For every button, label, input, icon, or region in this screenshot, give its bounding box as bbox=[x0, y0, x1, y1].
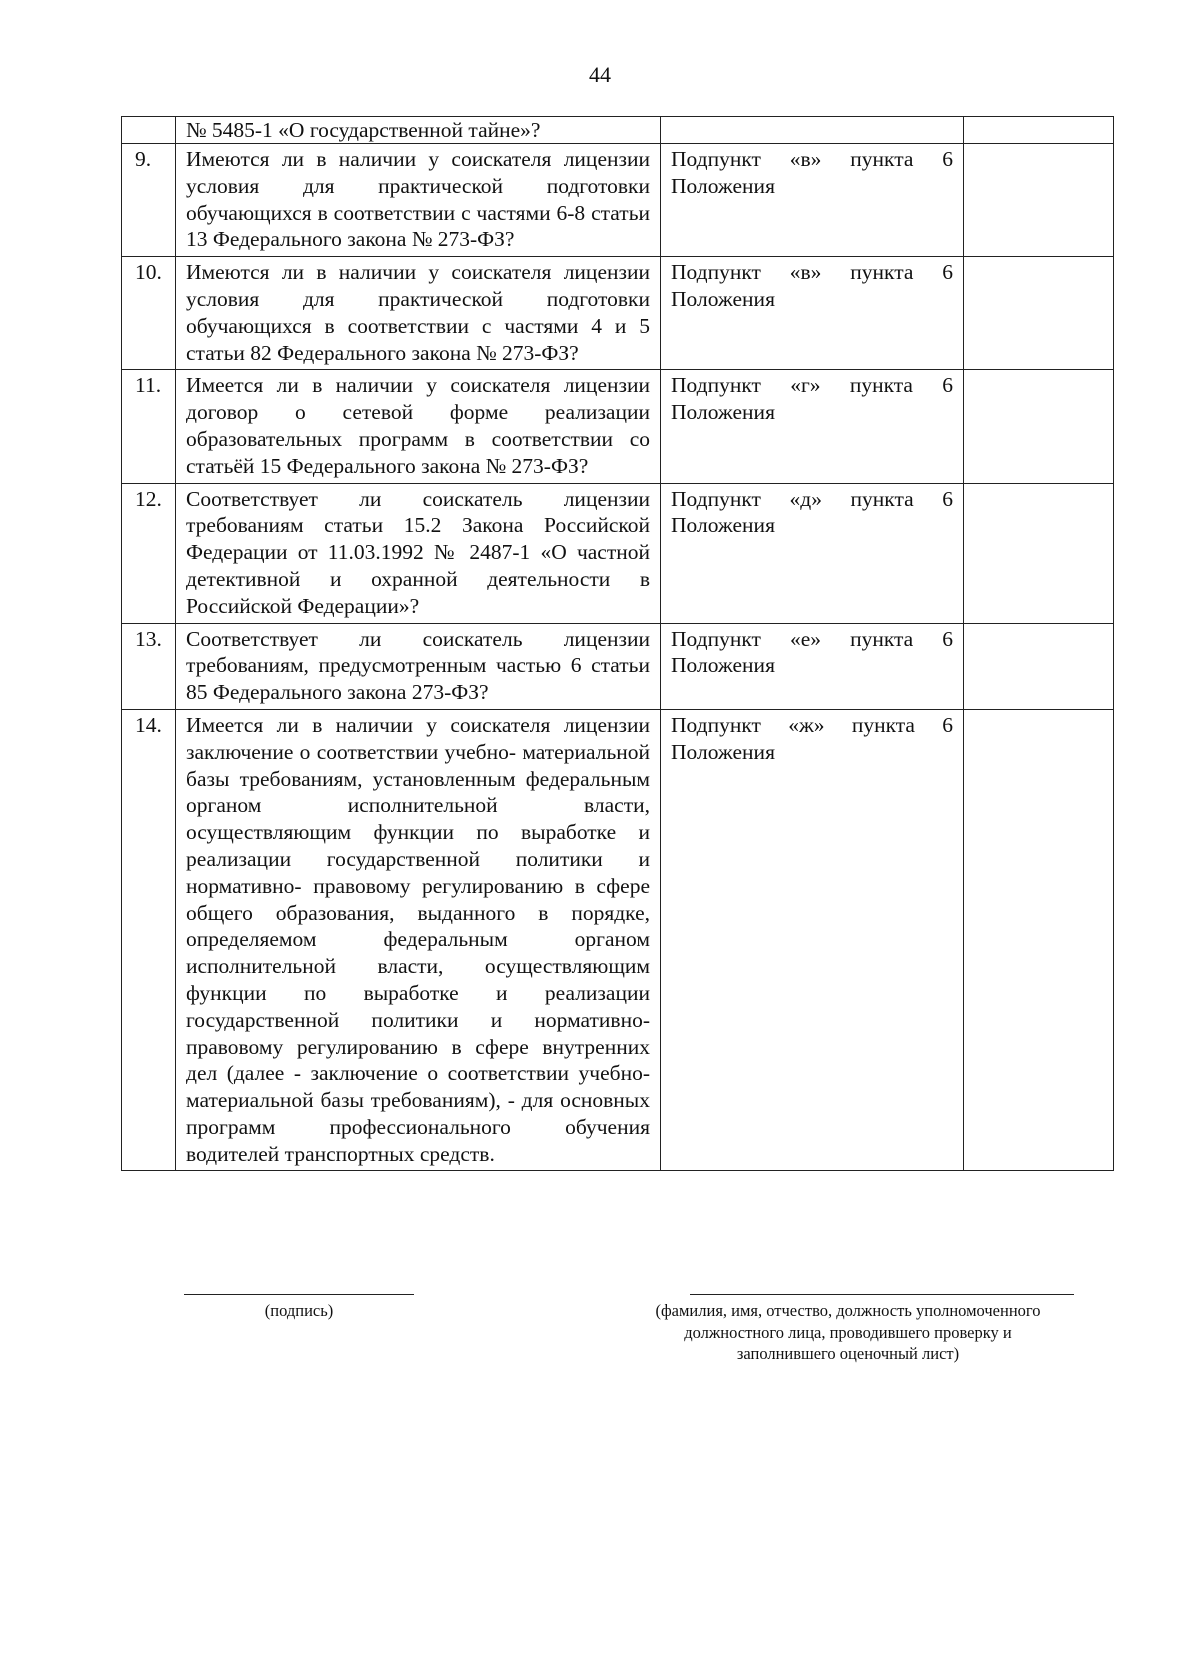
reference-word: пункта bbox=[851, 712, 915, 737]
question-text: договор о сетевой форме реализации bbox=[186, 400, 650, 425]
reference-word: Положения bbox=[671, 400, 775, 425]
reference-word: 6 bbox=[942, 626, 953, 651]
legal-reference bbox=[661, 483, 964, 623]
question-text: функции по выработке и реализации bbox=[186, 980, 650, 1005]
table-row bbox=[122, 709, 1114, 1171]
reference-word: Подпункт bbox=[671, 260, 761, 285]
question-text: условия для практической подготовки bbox=[186, 173, 650, 198]
notes-cell bbox=[964, 483, 1114, 623]
notes-cell bbox=[964, 370, 1114, 483]
question-text: образовательных программ в соответствии со bbox=[186, 426, 650, 451]
signature-block bbox=[184, 1294, 414, 1322]
question-text: правовому регулированию в сфере общего bbox=[186, 873, 650, 925]
question-text: статьи 85 Федерального закона 273-ФЗ? bbox=[186, 653, 650, 705]
reference-word: пункта bbox=[849, 373, 913, 398]
row-number: 10. bbox=[122, 257, 176, 370]
question-text: профессионального обучения водителей bbox=[186, 1114, 650, 1166]
question-text: исполнительной власти, осуществляющим bbox=[186, 954, 650, 979]
legal-reference bbox=[661, 257, 964, 370]
row-number bbox=[122, 117, 176, 144]
question-text: Имеются ли в наличии у соискателя лицензии bbox=[186, 147, 650, 171]
reference-line bbox=[671, 712, 953, 739]
checklist-table bbox=[121, 116, 1114, 1171]
legal-reference bbox=[661, 117, 964, 144]
official-caption-line-1: (фамилия, имя, отчество, должность уполномоченного bbox=[655, 1301, 1041, 1320]
reference-word: «г» bbox=[790, 373, 821, 398]
table-row bbox=[122, 623, 1114, 709]
notes-cell bbox=[964, 117, 1114, 144]
reference-word: 6 bbox=[942, 712, 953, 737]
legal-reference bbox=[661, 144, 964, 257]
legal-reference bbox=[661, 370, 964, 483]
question-cell bbox=[176, 117, 661, 144]
reference-word: пункта bbox=[850, 147, 914, 171]
table-row bbox=[122, 370, 1114, 483]
question-text: «О частной детективной и охранной bbox=[186, 540, 650, 591]
question-text: заключение о соответствии учебно- bbox=[186, 739, 517, 764]
question-text: Соответствует ли соискатель лицензии bbox=[186, 626, 650, 651]
table-row bbox=[122, 257, 1114, 370]
reference-word: «в» bbox=[789, 147, 822, 171]
question-text: определяемом федеральным органом bbox=[186, 927, 650, 952]
question-text: транспортных средств. bbox=[284, 1141, 495, 1166]
notes-cell bbox=[964, 257, 1114, 370]
question-cell bbox=[176, 483, 661, 623]
reference-word: Положения bbox=[671, 286, 775, 311]
reference-word: 6 bbox=[942, 373, 953, 398]
page-number: 44 bbox=[589, 62, 611, 87]
notes-cell bbox=[964, 144, 1114, 257]
row-number: 12. bbox=[122, 483, 176, 623]
signature-caption: (подпись) bbox=[264, 1301, 334, 1320]
question-cell bbox=[176, 370, 661, 483]
notes-cell bbox=[964, 709, 1114, 1171]
reference-word: 6 bbox=[942, 486, 953, 511]
row-number: 9. bbox=[122, 144, 176, 257]
reference-word: Положения bbox=[671, 739, 775, 764]
question-text: требованиям статьи 15.2 Закона Российской bbox=[186, 513, 650, 538]
reference-word: Положения bbox=[671, 173, 775, 198]
reference-word: Подпункт bbox=[671, 373, 761, 398]
question-text: внутренних дел (далее - заключение о bbox=[186, 1034, 650, 1086]
reference-word: 6 bbox=[942, 260, 953, 285]
reference-word: 6 bbox=[942, 147, 953, 171]
question-text: исполнительной власти, осуществляющим bbox=[186, 793, 650, 845]
reference-line bbox=[671, 626, 953, 653]
reference-line bbox=[671, 372, 953, 399]
legal-reference bbox=[661, 623, 964, 709]
table-row bbox=[122, 483, 1114, 623]
question-text: Имеется ли в наличии у соискателя лицензии bbox=[186, 373, 650, 398]
reference-word: «в» bbox=[789, 260, 822, 285]
legal-reference bbox=[661, 709, 964, 1171]
reference-word: Подпункт bbox=[671, 486, 761, 511]
table-row bbox=[122, 117, 1114, 144]
question-text: условия для практической подготовки bbox=[186, 286, 650, 311]
row-number: 13. bbox=[122, 623, 176, 709]
question-text: установленным федеральным органом bbox=[186, 766, 650, 818]
question-text: образования, выданного в порядке, bbox=[275, 900, 650, 925]
question-text: государственной политики и нормативно- bbox=[186, 1007, 650, 1032]
checklist-rows bbox=[122, 117, 1114, 1171]
question-text: статьи 13 Федерального закона № 273-ФЗ? bbox=[186, 200, 651, 252]
reference-word: Положения bbox=[671, 513, 775, 538]
reference-word: пункта bbox=[850, 486, 914, 511]
question-text: статьёй 15 Федерального закона № 273-ФЗ? bbox=[186, 453, 589, 478]
question-text: деятельности в Российской Федерации»? bbox=[186, 566, 651, 618]
question-text: Соответствует ли соискатель лицензии bbox=[186, 486, 650, 511]
signature-line bbox=[184, 1294, 414, 1295]
question-text: соответствии учебно-материальной базы bbox=[186, 1061, 650, 1113]
reference-word: Подпункт bbox=[671, 712, 761, 737]
reference-word: Подпункт bbox=[671, 147, 761, 171]
reference-line bbox=[671, 259, 953, 286]
reference-word: пункта bbox=[850, 626, 914, 651]
question-text: государственной политики и нормативно- bbox=[186, 846, 651, 898]
question-cell bbox=[176, 144, 661, 257]
reference-word: Положения bbox=[671, 653, 775, 678]
row-number: 11. bbox=[122, 370, 176, 483]
reference-word: Подпункт bbox=[671, 626, 761, 651]
question-text: обучающихся в соответствии с частями 6-8 bbox=[186, 200, 586, 225]
question-cell bbox=[176, 623, 661, 709]
row-number: 14. bbox=[122, 709, 176, 1171]
notes-cell bbox=[964, 623, 1114, 709]
official-caption-line-3: заполнившего оценочный лист) bbox=[736, 1344, 960, 1363]
question-text: требованиям), - для основных программ bbox=[186, 1088, 651, 1139]
reference-line bbox=[671, 486, 953, 513]
question-text: Имеются ли в наличии у соискателя лицензии bbox=[186, 260, 650, 285]
official-caption-line-2: должностного лица, проводившего проверку и bbox=[684, 1322, 1012, 1342]
table-row bbox=[122, 144, 1114, 257]
question-text: Имеется ли в наличии у соискателя лицензии bbox=[186, 712, 650, 737]
official-name-block bbox=[614, 1294, 1082, 1365]
reference-line bbox=[671, 146, 953, 173]
reference-word: «е» bbox=[789, 626, 822, 651]
question-cell bbox=[176, 709, 661, 1171]
reference-word: «ж» bbox=[788, 712, 825, 737]
question-cell bbox=[176, 257, 661, 370]
question-text: материальной базы требованиям, bbox=[186, 739, 651, 791]
question-text: требованиям, предусмотренным частью 6 bbox=[186, 653, 582, 678]
question-text: правовому регулированию в сфере bbox=[186, 1034, 529, 1059]
question-text: статьи 82 Федерального закона № 273-ФЗ? bbox=[186, 340, 579, 365]
reference-word: пункта bbox=[850, 260, 914, 285]
question-text: обучающихся в соответствии с частями 4 и 5 bbox=[186, 313, 650, 338]
question-text: № 5485-1 «О государственной тайне»? bbox=[186, 118, 541, 142]
reference-word: «д» bbox=[789, 486, 822, 511]
question-text: Федерации от 11.03.1992 № 2487-1 bbox=[186, 540, 531, 565]
official-name-line bbox=[690, 1294, 1074, 1295]
question-text: функции по выработке и реализации bbox=[186, 820, 650, 871]
